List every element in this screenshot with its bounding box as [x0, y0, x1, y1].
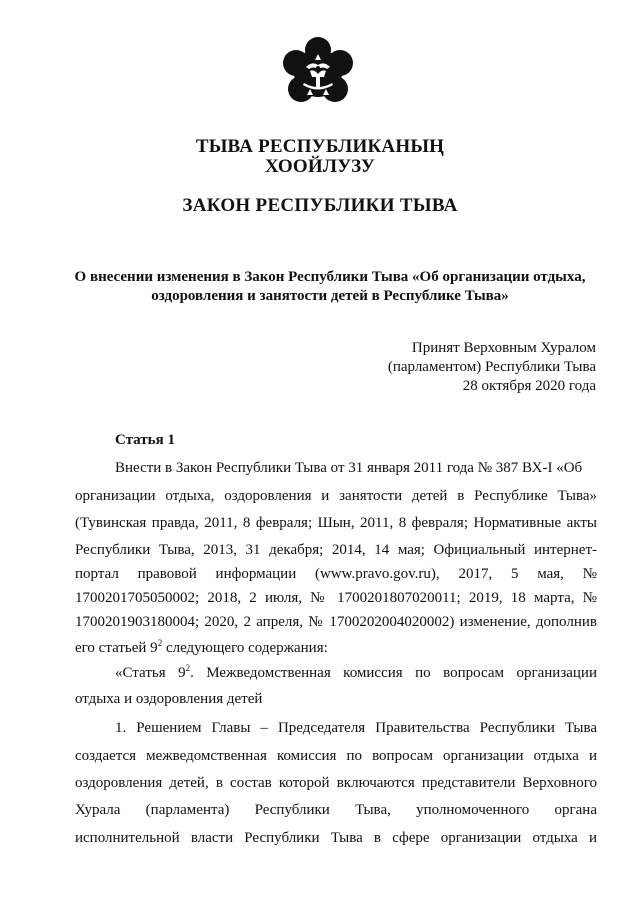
article-line-4: Республики Тыва, 2013, 31 декабря; 2014, 14 мая; Официальный интернет-	[75, 542, 597, 558]
article-line-8-tail: следующего содержания:	[162, 640, 328, 656]
article-line-3: (Тувинская правда, 2011, 8 февраля; Шын, 2011, 8 февраля; Нормативные акты	[75, 515, 597, 531]
adoption-date: 28 октября 2020 года	[462, 378, 596, 394]
article-line-8	[75, 638, 597, 658]
tuva-emblem-icon	[277, 37, 359, 109]
quote-title-sup: 2	[185, 663, 191, 673]
article-line-5: портал правовой информации (www.pravo.gov.ru), 2017, 5 мая, №	[75, 566, 597, 582]
paragraph-line-4: Хурала (парламента) Республики Тыва, уполномоченного органа	[75, 802, 597, 818]
paragraph-line-3: оздоровления детей, в состав которой включаются представители Верховного	[75, 775, 597, 791]
article-line-6: 1700201705050002; 2018, 2 июля, № 1700201807020011; 2019, 18 марта, №	[75, 590, 597, 606]
law-subject	[60, 268, 600, 306]
quote-title-text: «Статья 9	[115, 665, 186, 681]
quote-title-line-1	[115, 663, 597, 683]
header-line-1: ТЫВА РЕСПУБЛИКАНЫҢ	[195, 136, 445, 157]
quote-title-line-2: отдыха и оздоровления детей	[75, 691, 263, 707]
paragraph-line-2: создается межведомственная комиссия по вопросам организации отдыха и	[75, 748, 597, 764]
article-line-1: Внести в Закон Республики Тыва от 31 января 2011 года № 387 ВХ-I «Об	[115, 460, 583, 476]
article-title: Статья 1	[115, 432, 175, 448]
adoption-line-2: (парламентом) Республики Тыва	[387, 359, 596, 375]
article-line-7: 1700201903180004; 2020, 2 апреля, № 1700202004020002) изменение, дополнив	[75, 614, 597, 630]
paragraph-line-1: 1. Решением Главы – Председателя Правительства Республики Тыва	[115, 720, 597, 736]
article-line-8-text: его статьей 9	[75, 640, 158, 656]
article-line-8-sup: 2	[157, 638, 163, 648]
header-line-2: ХООЙЛУЗУ	[264, 156, 376, 177]
quote-title-tail: . Межведомственная комиссия по вопросам организации	[190, 665, 597, 681]
subject-line-2: оздоровления и занятости детей в Республике Тыва»	[151, 288, 509, 304]
adoption-note	[388, 339, 596, 396]
adoption-line-1: Принят Верховным Хуралом	[411, 340, 596, 356]
paragraph-line-5: исполнительной власти Республики Тыва в сфере организации отдыха и	[75, 830, 597, 846]
law-title: ЗАКОН РЕСПУБЛИКИ ТЫВА	[182, 195, 458, 216]
article-line-2: организации отдыха, оздоровления и занятости детей в Республике Тыва»	[75, 488, 597, 504]
subject-line-1: О внесении изменения в Закон Республики Тыва «Об организации отдыха,	[74, 269, 586, 285]
